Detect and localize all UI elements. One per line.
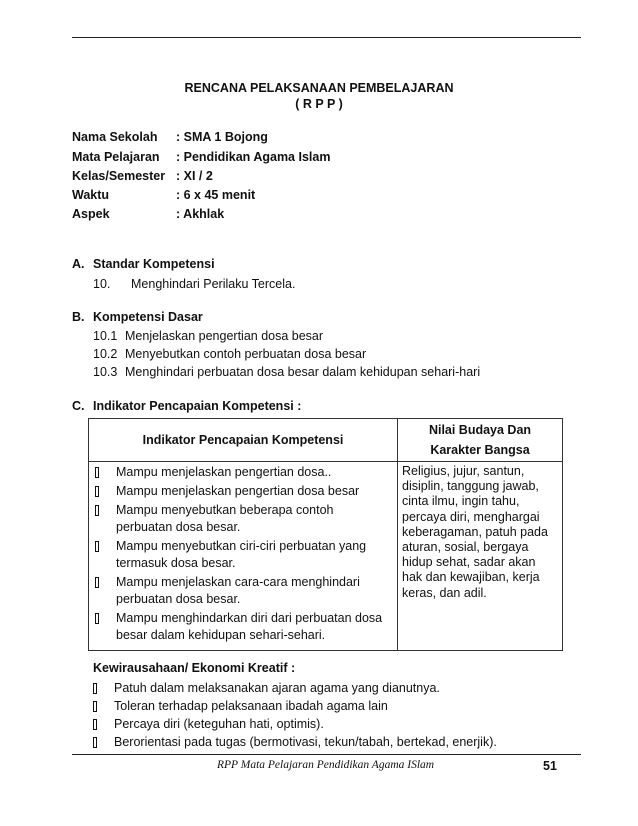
kewirausahaan-item-text: Toleran terhadap pelaksanaan ibadah agama lain	[114, 699, 388, 713]
identity-label: Kelas/Semester	[72, 169, 166, 183]
section-b-item-text: Menjelaskan pengertian dosa besar	[125, 329, 324, 343]
indicator-item	[95, 574, 391, 608]
indicator-item	[95, 483, 391, 500]
section-a-title: Standar Kompetensi	[93, 257, 215, 271]
section-c-title: Indikator Pencapaian Kompetensi :	[93, 399, 302, 413]
identity-label: Aspek	[72, 207, 110, 221]
bottom-rule	[72, 754, 581, 755]
bullet-icon	[95, 577, 99, 588]
indicator-text: Mampu menjelaskan cara-cara menghindari perbuatan dosa besar.	[116, 575, 360, 606]
identity-value: : Pendidikan Agama Islam	[176, 150, 331, 164]
indicator-item	[95, 610, 391, 644]
values-cell	[398, 462, 563, 651]
top-rule	[72, 37, 581, 38]
section-c-letter: C.	[72, 399, 85, 413]
values-header-line2: Karakter Bangsa	[430, 443, 530, 457]
bullet-icon	[95, 467, 99, 478]
identity-value: : 6 x 45 menit	[176, 188, 256, 202]
bullet-icon	[93, 719, 97, 730]
indicator-item	[95, 538, 391, 572]
document-title: RENCANA PELAKSANAAN PEMBELAJARAN	[184, 81, 454, 95]
kewirausahaan-item-text: Berorientasi pada tugas (bermotivasi, tekun/tabah, bertekad, enerjik).	[114, 735, 497, 749]
bullet-icon	[95, 613, 99, 624]
indicator-text: Mampu menjelaskan pengertian dosa..	[116, 465, 332, 479]
kewirausahaan-item-text: Percaya diri (keteguhan hati, optimis).	[114, 717, 324, 731]
indicator-item	[95, 502, 391, 536]
indicator-table-header	[89, 419, 563, 462]
indicator-list-cell	[89, 462, 398, 651]
indicator-text: Mampu menyebutkan ciri-ciri perbuatan yang termasuk dosa besar.	[116, 539, 367, 570]
identity-label: Nama Sekolah	[72, 130, 158, 144]
kewirausahaan-item	[93, 716, 324, 732]
kewirausahaan-item	[93, 734, 497, 750]
bullet-icon	[95, 505, 99, 516]
indicator-list	[89, 462, 397, 650]
indicator-text: Mampu menjelaskan pengertian dosa besar	[116, 484, 360, 498]
bullet-icon	[93, 737, 97, 748]
section-b-title: Kompetensi Dasar	[93, 310, 203, 324]
kewirausahaan-item	[93, 698, 388, 714]
indicator-text: Mampu menghindarkan diri dari perbuatan dosa besar dalam kehidupan sehari-sehari.	[116, 611, 383, 642]
values-text: Religius, jujur, santun, disiplin, tanggung jawab, cinta ilmu, ingin tahu, percaya diri, menghargai keberagaman, patuh pada aturan, sosial, bergaya hidup sehat, sadar akan hak dan kewajiban, kerja keras, dan adil.	[402, 464, 548, 600]
footer-text: RPP Mata Pelajaran Pendidikan Agama ISlam	[217, 759, 435, 771]
section-a-item-number: 10.	[93, 277, 111, 291]
indicator-column-header-text: Indikator Pencapaian Kompetensi	[142, 433, 344, 447]
kewirausahaan-item-text: Patuh dalam melaksanakan ajaran agama yang dianutnya.	[114, 681, 440, 695]
bullet-icon	[93, 701, 97, 712]
values-column-header	[398, 419, 563, 462]
identity-label: Waktu	[72, 188, 110, 202]
values-header-line1: Nilai Budaya Dan	[428, 423, 532, 437]
document-subtitle: ( R P P )	[295, 97, 343, 111]
bullet-icon	[95, 541, 99, 552]
indicator-text: Mampu menyebutkan beberapa contoh perbuatan dosa besar.	[116, 503, 334, 534]
kewirausahaan-title: Kewirausahaan/ Ekonomi Kreatif :	[93, 661, 296, 675]
indicator-table	[88, 418, 563, 651]
section-b-item-number: 10.2	[93, 347, 118, 361]
section-b-item-number: 10.1	[93, 329, 118, 343]
indicator-column-header	[89, 419, 398, 462]
kewirausahaan-item	[93, 680, 440, 696]
indicator-item	[95, 464, 391, 481]
section-a-letter: A.	[72, 257, 85, 271]
identity-label: Mata Pelajaran	[72, 150, 160, 164]
identity-value: : Akhlak	[176, 207, 225, 221]
section-a-item-text: Menghindari Perilaku Tercela.	[131, 277, 296, 291]
section-b-item-number: 10.3	[93, 365, 118, 379]
section-b-item-text: Menghindari perbuatan dosa besar dalam kehidupan sehari-hari	[125, 365, 481, 379]
section-b-letter: B.	[72, 310, 85, 324]
indicator-table-row	[89, 462, 563, 651]
bullet-icon	[95, 486, 99, 497]
identity-value: : XI / 2	[176, 169, 213, 183]
page-number: 51	[543, 759, 557, 773]
bullet-icon	[93, 683, 97, 694]
section-b-item-text: Menyebutkan contoh perbuatan dosa besar	[125, 347, 367, 361]
identity-value: : SMA 1 Bojong	[176, 130, 268, 144]
